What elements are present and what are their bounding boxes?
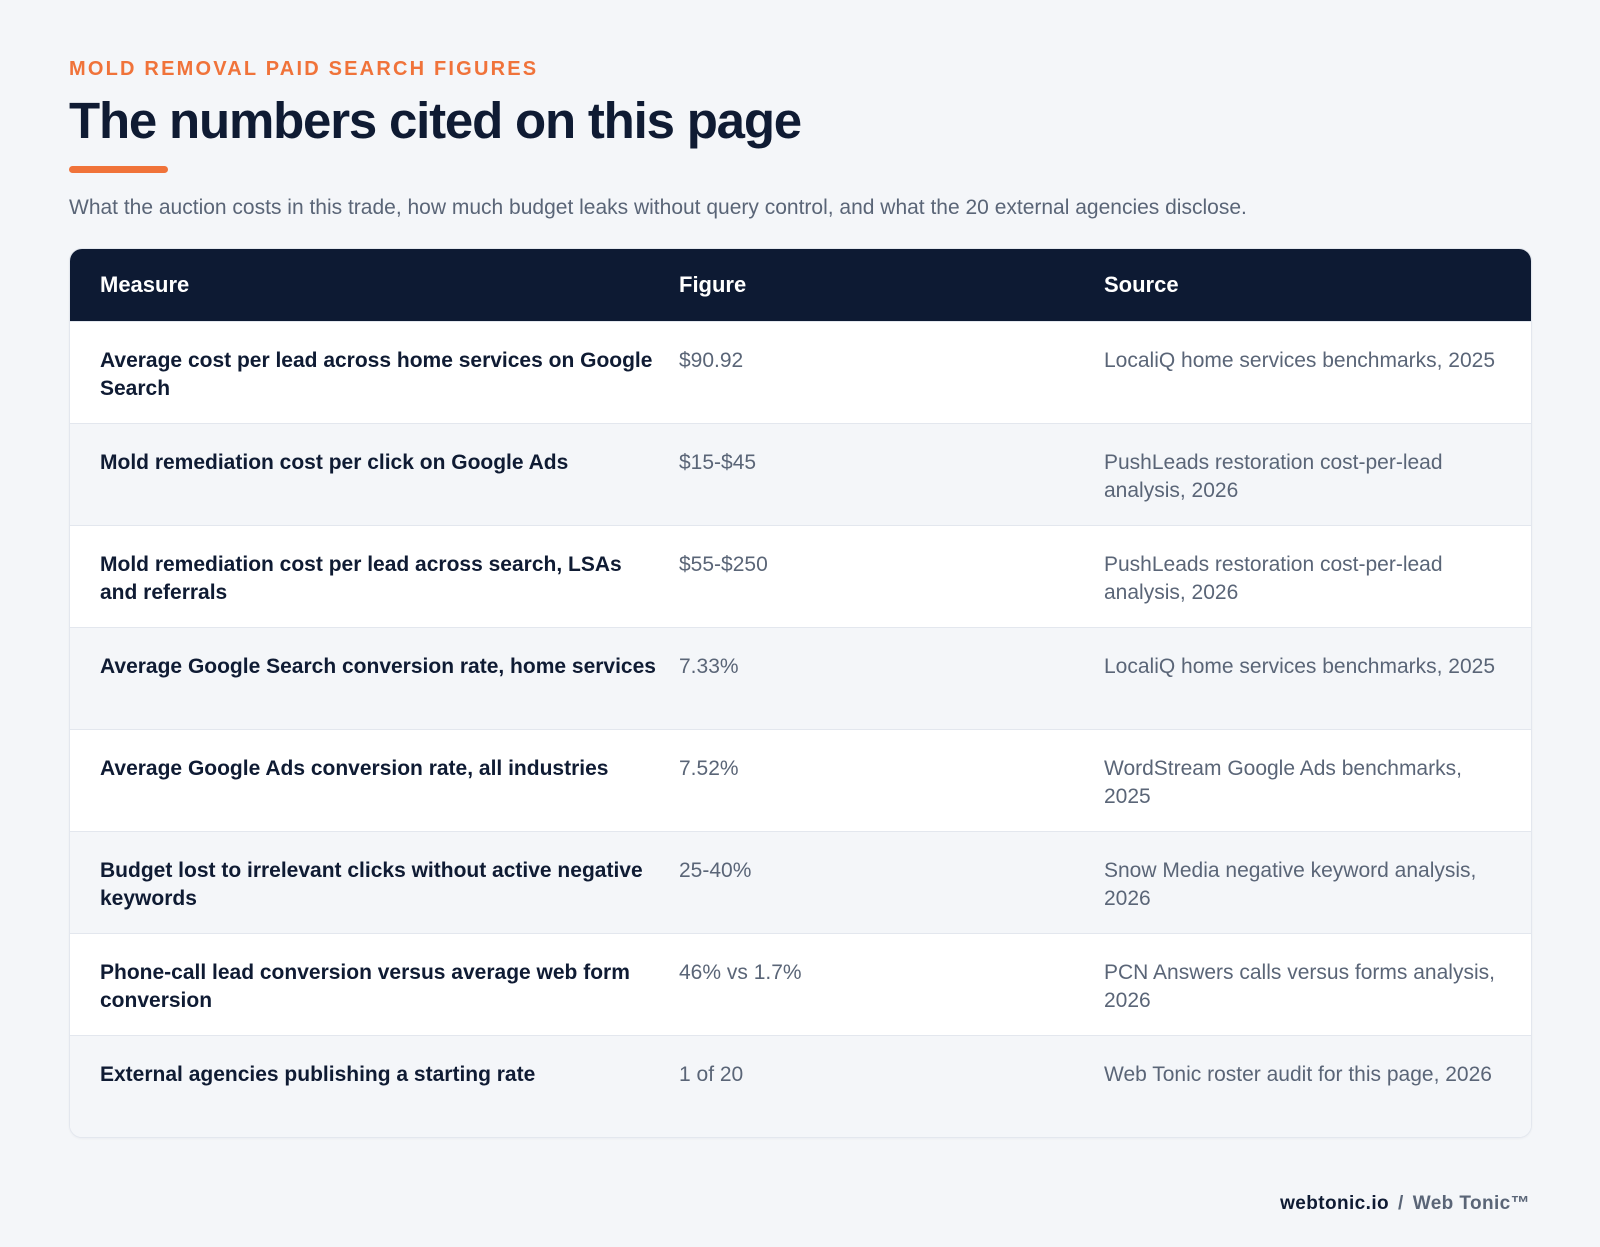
measure-cell: Average Google Search conversion rate, home services xyxy=(100,655,656,678)
figure-cell: 1 of 20 xyxy=(679,1063,744,1086)
table-row xyxy=(70,1035,1531,1137)
source-cell: LocaliQ home services benchmarks, 2025 xyxy=(1104,655,1496,678)
figure-cell: $55-$250 xyxy=(679,553,768,576)
measure-cell: Phone-call lead conversion versus average web form conversion xyxy=(100,961,630,1012)
table-row xyxy=(70,423,1531,525)
title-accent-rule xyxy=(69,166,168,173)
source-cell: PushLeads restoration cost-per-lead analysis, 2026 xyxy=(1104,451,1443,502)
figure-cell: 25-40% xyxy=(679,859,752,882)
table-row xyxy=(70,933,1531,1035)
column-header-measure: Measure xyxy=(100,272,190,297)
figure-cell: $90.92 xyxy=(679,349,744,372)
footer-domain: webtonic.io xyxy=(1280,1193,1390,1214)
figure-cell: 7.33% xyxy=(679,655,739,678)
figures-table xyxy=(69,248,1532,1138)
figure-cell: $15-$45 xyxy=(679,451,757,474)
footer-credit xyxy=(1280,1193,1530,1215)
table-row xyxy=(70,525,1531,627)
table-row xyxy=(70,321,1531,423)
column-header-figure: Figure xyxy=(679,272,747,297)
figure-cell: 46% vs 1.7% xyxy=(679,961,802,984)
measure-cell: Mold remediation cost per lead across search, LSAs and referrals xyxy=(100,553,622,604)
source-cell: LocaliQ home services benchmarks, 2025 xyxy=(1104,349,1496,372)
table-row xyxy=(70,627,1531,729)
page-title: The numbers cited on this page xyxy=(69,92,801,149)
source-cell: PCN Answers calls versus forms analysis, 2026 xyxy=(1104,961,1495,1012)
measure-cell: Average cost per lead across home services on Google Search xyxy=(100,349,653,400)
eyebrow-label: MOLD REMOVAL PAID SEARCH FIGURES xyxy=(69,58,539,80)
measure-cell: Average Google Ads conversion rate, all industries xyxy=(100,757,609,780)
measure-cell: Mold remediation cost per click on Google Ads xyxy=(100,451,569,474)
source-cell: WordStream Google Ads benchmarks, 2025 xyxy=(1104,757,1462,808)
column-header-source: Source xyxy=(1104,272,1179,297)
table-header xyxy=(70,249,1531,321)
source-cell: Snow Media negative keyword analysis, 2026 xyxy=(1104,859,1477,910)
footer-brand: Web Tonic™ xyxy=(1412,1193,1530,1214)
figure-cell: 7.52% xyxy=(679,757,739,780)
table-row xyxy=(70,831,1531,933)
measure-cell: External agencies publishing a starting rate xyxy=(100,1063,536,1086)
source-cell: Web Tonic roster audit for this page, 2026 xyxy=(1104,1063,1492,1086)
table-row xyxy=(70,729,1531,831)
footer-separator: / xyxy=(1398,1193,1404,1214)
page-subtitle: What the auction costs in this trade, how much budget leaks without query control, and what the 20 external agencies disclose. xyxy=(69,196,1247,219)
measure-cell: Budget lost to irrelevant clicks without active negative keywords xyxy=(100,859,643,910)
source-cell: PushLeads restoration cost-per-lead analysis, 2026 xyxy=(1104,553,1443,604)
